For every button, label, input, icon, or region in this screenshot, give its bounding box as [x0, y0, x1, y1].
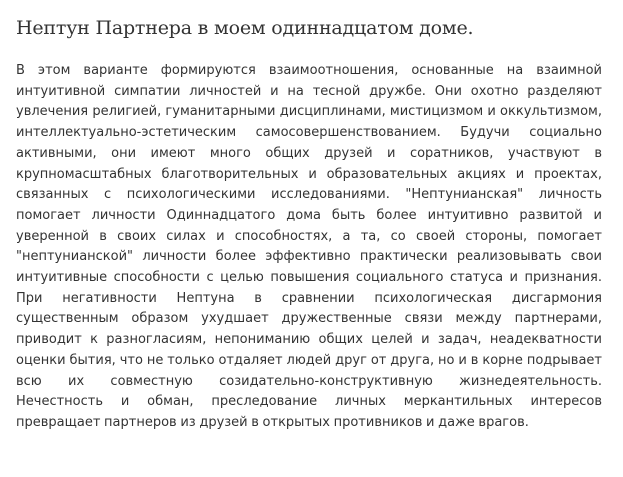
article-title: Нептун Партнера в моем одиннадцатом доме.: [16, 17, 474, 39]
article: [16, 14, 602, 434]
article-body: В этом варианте формируются взаимоотношения, основанные на взаимной интуитивной симпатии личностей и на тесной дружбе. Они охотно разделяют увлечения религией, гуманитарными дисциплинами, мистицизмом и оккультизмом, интеллектуально-эстетическим самосовершенствованием. Будучи социально активными, они имеют много общих друзей и соратников, участвуют в крупномасштабных благотворительных и образовательных акциях и проектах, связанных с психологическими исследованиями. "Нептунианская" личность помогает личности Одиннадцатого дома быть более интуитивно развитой и уверенной в своих силах и способностях, а та, со своей стороны, помогает "нептунианской" личности более эффективно практически реализовывать свои интуитивные способности с целью повышения социального статуса и признания. При негативности Нептуна в сравнении психологическая дисгармония существенным образом ухудшает дружественные связи между партнерами, приводит к разногласиям, непониманию общих целей и задач, неадекватности оценки бытия, что не только отдаляет людей друг от друга, но и в корне подрывает всю их совместную созидательно-конструктивную жизнедеятельность. Нечестность и обман, преследование личных меркантильных интересов превращает партнеров из друзей в открытых противников и даже врагов.: [16, 63, 602, 430]
